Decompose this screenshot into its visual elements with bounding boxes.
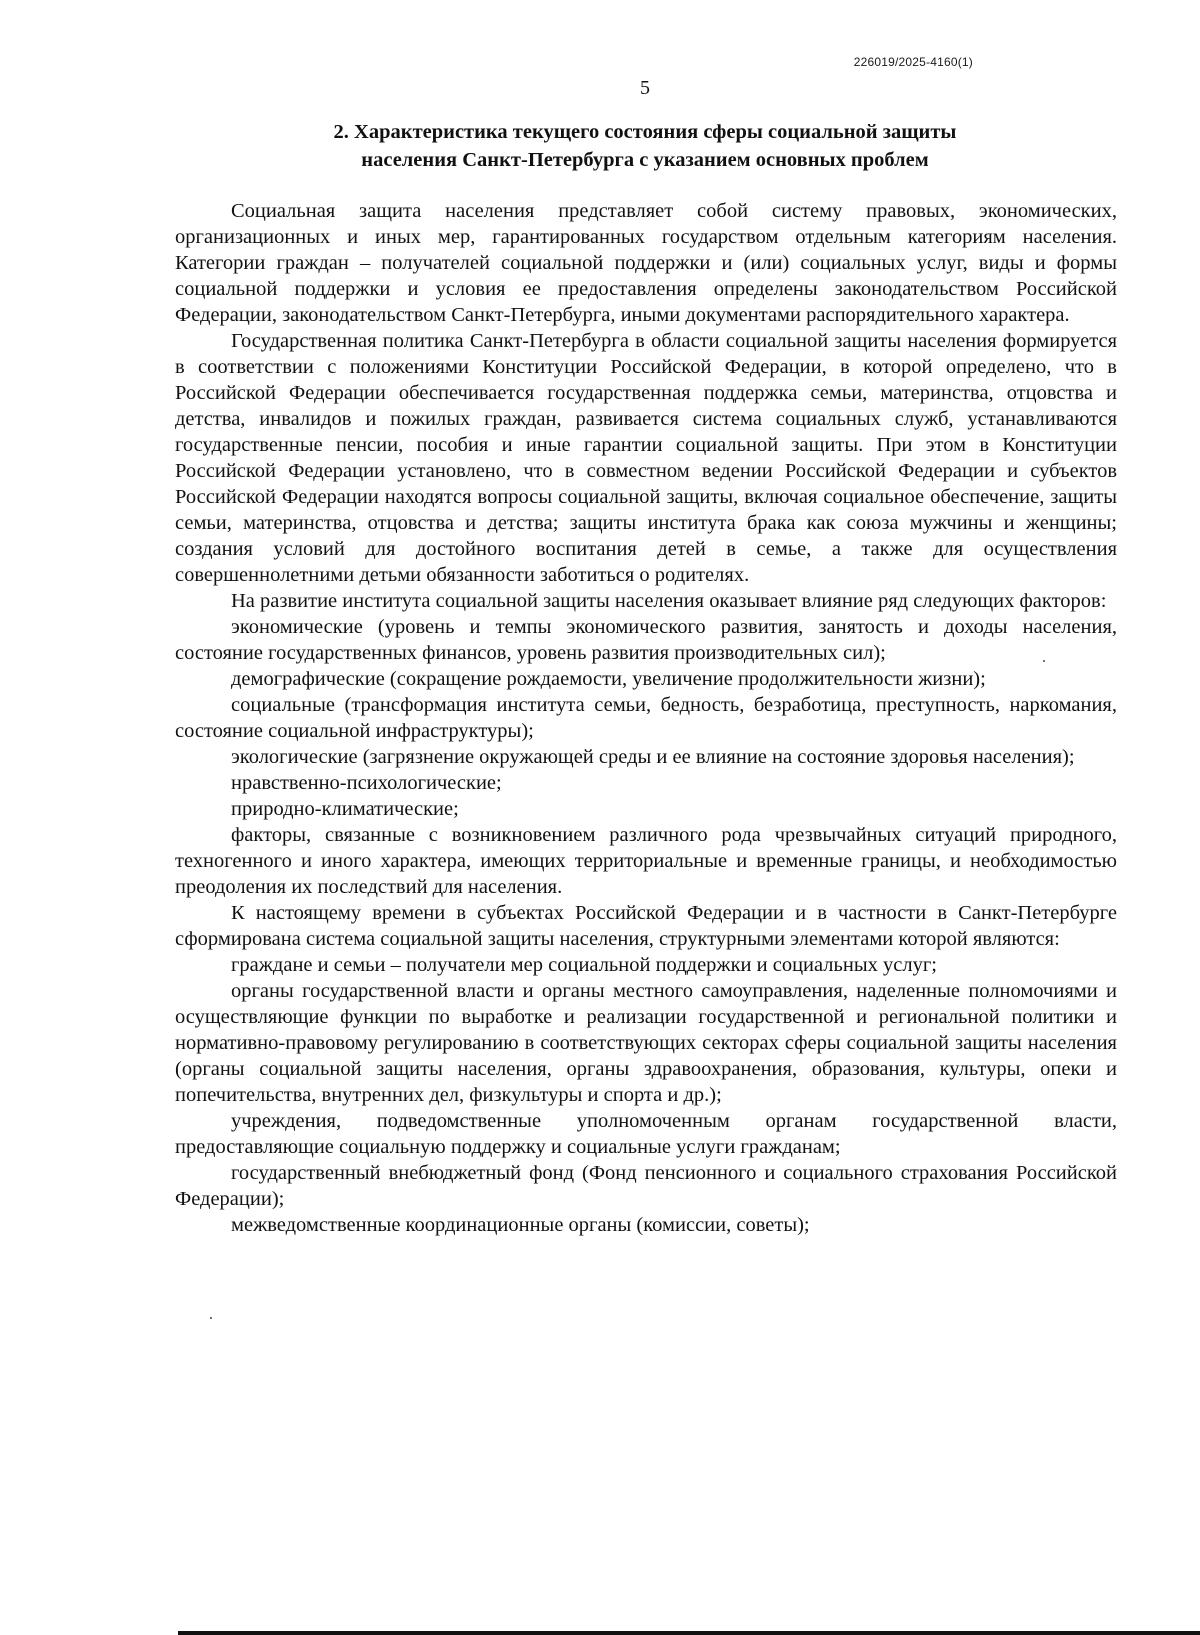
list-item-social-factors: социальные (трансформация института семьи, бедность, безработица, преступность, наркомания, состояние социальной инфраструктуры); (175, 694, 1117, 742)
list-item-extrabudgetary-fund: государственный внебюджетный фонд (Фонд пенсионного и социального страхования Российской Федерации); (175, 1162, 1117, 1210)
list-item-moral-factors: нравственно-психологические; (231, 772, 502, 794)
list-item-institutions: учреждения, подведомственные уполномоченным органам государственной власти, предоставляющие социальную поддержку и социальные услуги гражданам; (175, 1110, 1117, 1158)
section-heading (175, 118, 1115, 174)
scan-speck (210, 1317, 212, 1319)
document-registration-number: 226019/2025-4160(1) (853, 55, 973, 69)
scan-bottom-edge (178, 1631, 1200, 1635)
list-item-coordination-bodies: межведомственные координационные органы (комиссии, советы); (231, 1214, 810, 1236)
paragraph-state-policy: Государственная политика Санкт-Петербурга в области социальной защиты населения формируется в соответствии с положениями Конституции Российской Федерации, в которой определено, что в Российской Федерации обеспечивается государственная поддержка семьи, материнства, отцовства и детства, инвалидов и пожилых граждан, развивается система социальных служб, устанавливаются государственные пенсии, пособия и иные гарантии социальной защиты. При этом в Конституции Российской Федерации установлено, что в совместном ведении Российской Федерации и субъектов Российской Федерации находятся вопросы социальной защиты, включая социальное обеспечение, защиты семьи, материнства, отцовства и детства; защиты института брака как союза мужчины и женщины; создания условий для достойного воспитания детей в семье, а также для осуществления совершеннолетними детьми обязанности заботиться о родителях. (175, 330, 1117, 586)
scan-speck (1043, 660, 1045, 662)
list-item-demographic-factors: демографические (сокращение рождаемости, увеличение продолжительности жизни); (231, 668, 986, 690)
list-item-government-bodies: органы государственной власти и органы местного самоуправления, наделенные полномочиями и осуществляющие функции по выработке и реализации государственной и региональной политики и нормативно-правовому регулированию в соответствующих секторах сферы социальной защиты населения (органы социальной защиты населения, органы здравоохранения, образования, культуры, опеки и попечительства, внутренних дел, физкультуры и спорта и др.); (175, 980, 1117, 1106)
section-heading-line-2: населения Санкт-Петербурга с указанием основных проблем (361, 149, 929, 171)
list-item-economic-factors: экономические (уровень и темпы экономического развития, занятость и доходы населения, состояние государственных финансов, уровень развития производительных сил); (175, 616, 1117, 664)
list-item-ecological-factors: экологические (загрязнение окружающей среды и ее влияние на состояние здоровья населения); (231, 746, 1075, 768)
page-number: 5 (640, 77, 650, 99)
paragraph-factors-intro: На развитие института социальной защиты населения оказывает влияние ряд следующих факторов: (231, 590, 1107, 612)
list-item-citizens-and-families: граждане и семьи – получатели мер социальной поддержки и социальных услуг; (231, 954, 937, 976)
section-heading-line-1: 2. Характеристика текущего состояния сферы социальной защиты (333, 121, 957, 143)
document-body (175, 198, 1117, 1238)
paragraph-system-structure: К настоящему времени в субъектах Российской Федерации и в частности в Санкт-Петербурге сформирована система социальной защиты населения, структурными элементами которой являются: (175, 902, 1117, 950)
paragraph-definition: Социальная защита населения представляет собой систему правовых, экономических, организационных и иных мер, гарантированных государством отдельным категориям населения. Категории граждан – получателей социальной поддержки и (или) социальных услуг, виды и формы социальной поддержки и условия ее предоставления определены законодательством Российской Федерации, законодательством Санкт-Петербурга, иными документами распорядительного характера. (175, 200, 1117, 326)
list-item-climatic-factors: природно-климатические; (231, 798, 459, 820)
list-item-emergency-factors: факторы, связанные с возникновением различного рода чрезвычайных ситуаций природного, техногенного и иного характера, имеющих территориальные и временные границы, и необходимостью преодоления их последствий для населения. (175, 824, 1117, 898)
